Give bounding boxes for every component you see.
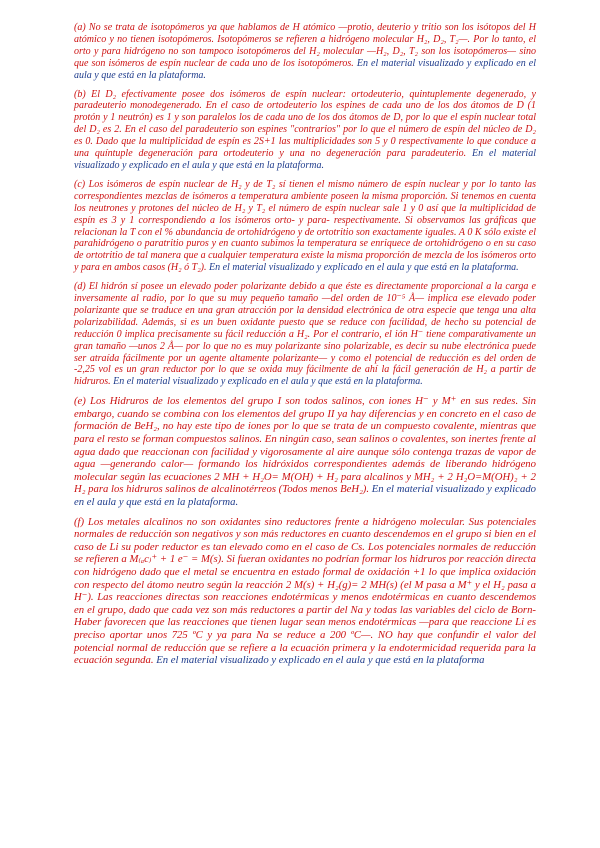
answer-d-reference: En el material visualizado y explicado en el aula y que está en la plataforma. (110, 376, 423, 388)
answer-b-text: (b) El D₂ efectivamente posee dos isómeros de espín nuclear: ortodeuterio, quintuplemente degenerado, y paradeuterio monodegenerado. En el caso de ortodeuterio los espines de cada uno de los dos átomos de D (1 protón y 1 neutrón) es 1 y son paralelos los de cada uno de los dos átomos de D, por lo que el espín nuclear total del D₂ es 2. En el caso del paradeuterio son espines "contrarios" por lo que el número de espín del núcleo de D₂ es 0. Dado que la multiplicidad de espín es 2S+1 las multiplicidades son 5 y 0 respectivamente lo que conduce a una quíntuple degeneración para ortodeuterio y una no degeneración para paradeuterio. (74, 88, 536, 160)
answer-e-text: (e) Los Hidruros de los elementos del grupo I son todos salinos, con iones H⁻ y M⁺ en sus redes. Sin embargo, cuando se combina con los elementos del grupo II ya hay diferencias y en concreto en el caso de formación de BeH₂, no hay este tipo de iones por lo que se trata de un compuesto covalente, mientras que para el resto se forman compuestos salinos. En ningún caso, sean salinos o covalentes, son inertes frente al agua dado que reaccionan con facilidad y vigorosamente al aire aunque sólo contenga trazas de vapor de agua —generando calor— formando los hidróxidos correspondientes además de liberando hidrógeno molecular según las ecuaciones 2 MH + H₂O= M(OH) + H₂ para alcalinos y MH₂ + 2 H₂O=M(OH)₂ + 2 H₂ para los hidruros salinos de alcalinotérreos (Todos menos BeH₂). (74, 395, 536, 496)
answer-e-reference: En el material visualizado y explicado en el aula y que está en la plataforma. (74, 483, 537, 509)
paragraph-d (74, 281, 536, 388)
answer-f-text: (f) Los metales alcalinos no son oxidantes sino reductores frente a hidrógeno molecular. Sus potenciales normales de reducción son negativos y son más reductores en cuanto descendemos en el grupo si bien en el caso de Li su poder reductor es tan elevado como en el caso de Cs. Los potenciales normales de reducción se refieren a M₍ₐc₎⁺ + 1 e⁻ = M(s). Si fueran oxidantes no podrían formar los hidruros por reacción directa con hidrógeno dado que el metal se encuentra en estado formal de oxidación +1 lo que implica oxidación con respecto del átomo neutro según la reacción 2 M(s) + H₂(g)= 2 MH(s) (el M pasa a M⁺ y el H₂ pasa a H⁻). Las reacciones directas son reacciones endotérmicas y menos endotérmicas en cuanto descendemos en el grupo, dado que cada vez son más reductores a partir del Na y todas las variables del ciclo de Born-Haber favorecen que las reacciones que tienen lugar sean menos endotérmicas —para que reaccione Li es preciso aportar unos 725 ºC y ya para Na se reduce a 200 ºC—. NO hay que confundir el valor del potencial normal de reducción que se refiere a la ecuación primera y la endotermicidad requerida para la ecuación segunda. (74, 515, 536, 667)
paragraph-c (74, 179, 536, 274)
paragraph-b (74, 89, 536, 172)
answer-c-text: (c) Los isómeros de espín nuclear de H₂ y de T₂ sí tienen el mismo número de espín nuclear y por lo tanto las correspondientes mezclas de isómeros a temperatura ambiente poseen la misma proporción. Si tenemos en cuenta los neutrones y protones del núcleo de H₂ y T₂ el número de espín nuclear sale 1 y 0 así que la multiplicidad de espín es 3 y 1 correspondiendo a los isómeros orto- y para- respectivamente. Si observamos las gráficas que relacionan la T con el % abundancia de ortohidrógeno y de ortotritio son exactamente iguales. A 0 K sólo existe el parahidrógeno o paratritio puros y en cuanto subimos la temperatura se enriquece de ortohidrógeno o en su caso de ortotritio de tal manera que a cualquier temperatura existe la misma proporción de mezcla de los isómeros orto y para en ambos casos (H₂ ó T₂). (74, 178, 536, 274)
answer-c-reference: En el material visualizado y explicado en el aula y que está en la plataforma. (206, 262, 519, 274)
paragraph-a (74, 22, 536, 82)
answer-b-reference: En el material visualizado y explicado en el aula y que está en la plataforma. (74, 148, 536, 171)
answer-d-text: (d) El hidrón sí posee un elevado poder polarizante debido a que éste es directamente proporcional a la carga e inversamente al radio, por lo que su muy pequeño tamaño —del orden de 10⁻⁵ Å— implica ese elevado poder polarizante que se traduce en una gran atracción por la densidad electrónica de otra especie que tenga una alta polarizabilidad. Además, si es un buen oxidante puesto que se reduce con facilidad, de hecho su potencial de reducción 0 implica precisamente su fácil reducción a H₂. Por el contrario, el ión H⁻ tiene comparativamente un gran tamaño —unos 2 Å— por lo que no es muy polarizante sino polarizable, es decir su nube electrónica puede ser atraída fácilmente por un agente altamente polarizante— y como el potencial de reducción es del orden de -2,25 vol es un gran reductor por lo que se oxida muy fácilmente de ahí la fácil generación de H₂ a partir de hidruros. (74, 281, 536, 388)
answer-f-reference: En el material visualizado y explicado en el aula y que está en la plataforma (153, 654, 485, 667)
paragraph-e (74, 395, 536, 508)
answer-a-text: (a) No se trata de isotopómeros ya que hablamos de H atómico —protio, deuterio y tritio son los isótopos del H atómico y no tienen isotopómeros. Isotopómeros se refieren a hidrógeno molecular H₂, D₂, T₂—. Por lo tanto, el orto y para hidrógeno no son tampoco isotopómeros del H₂ molecular —H₂, D₂, T₂ son los isotopómeros— sino que son isómeros de espín nuclear de cada uno de los isotopómeros. (74, 22, 536, 69)
answer-a-reference: En el material visualizado y explicado en el aula y que está en la plataforma. (74, 57, 537, 81)
paragraph-f (74, 516, 536, 667)
